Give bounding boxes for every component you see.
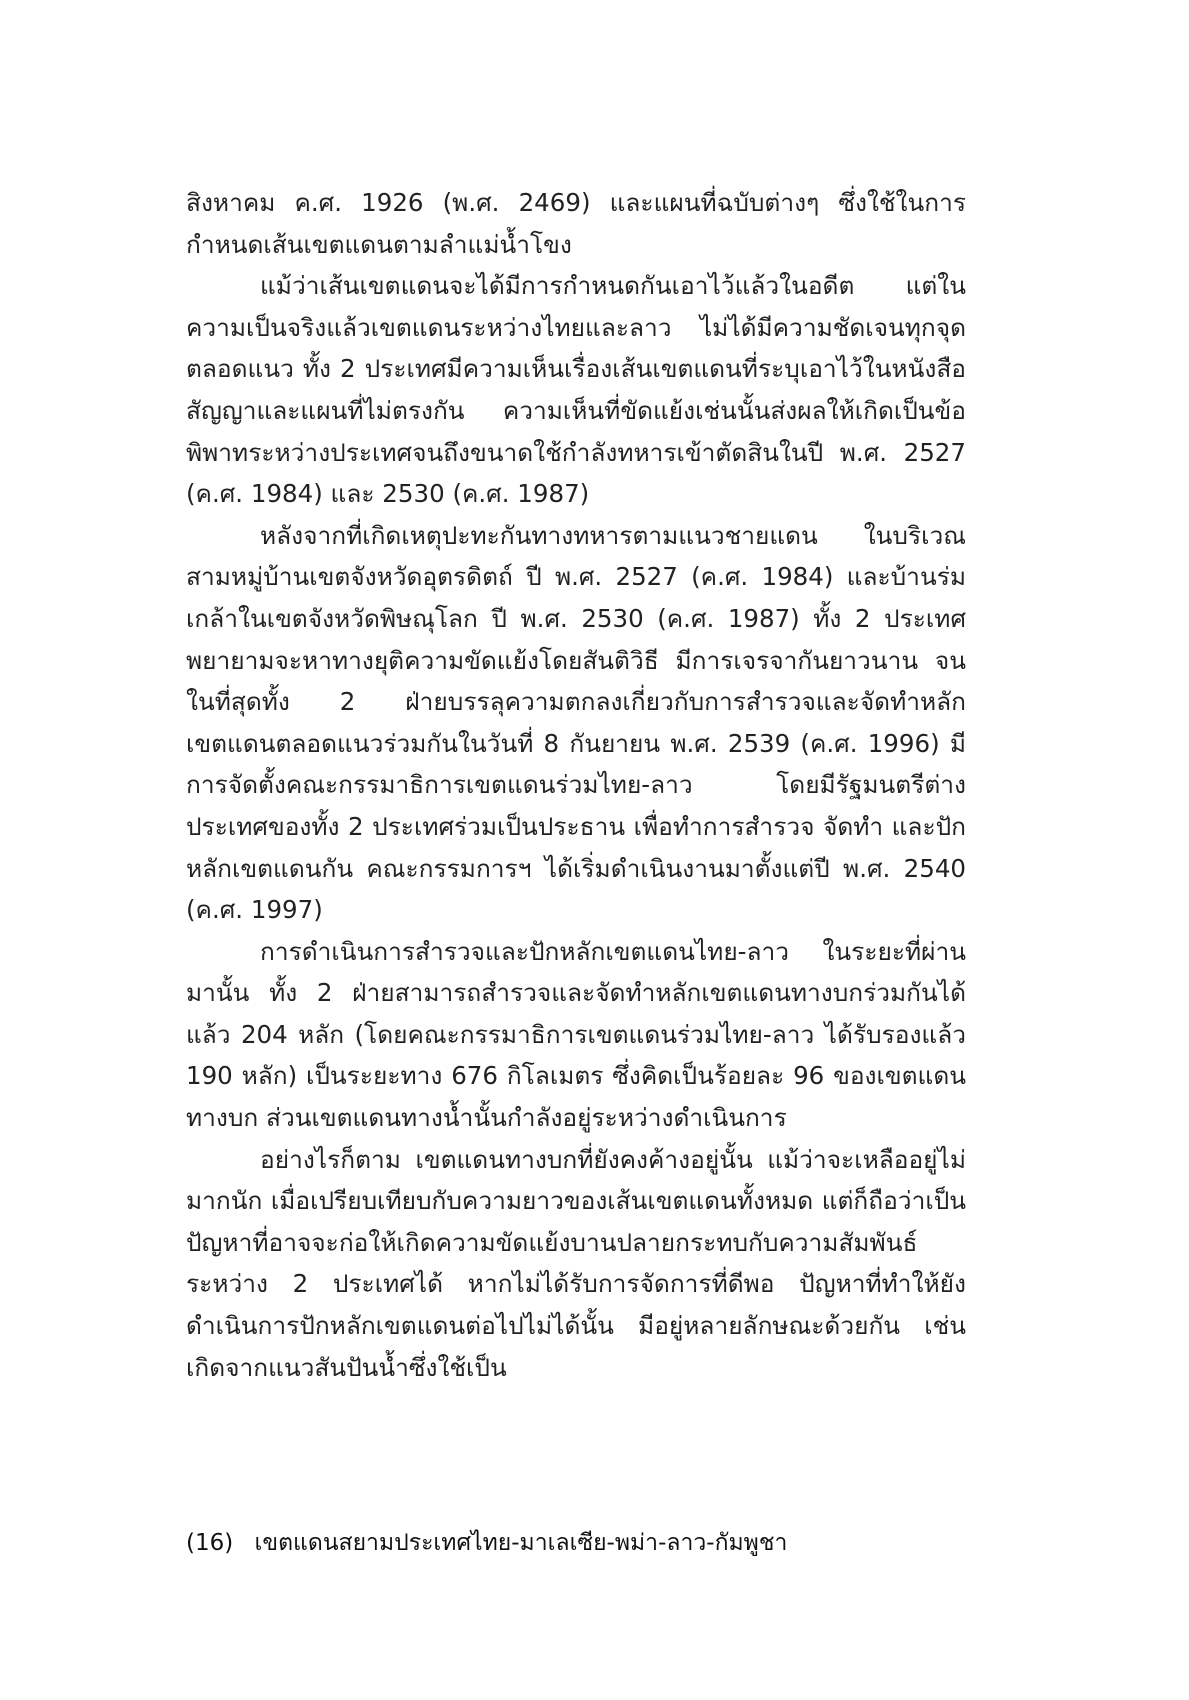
- page-number: (16): [186, 1530, 234, 1556]
- paragraph-remaining-issues: อย่างไรก็ตาม เขตแดนทางบกที่ยังคงค้างอยู่นั้น แม้ว่าจะเหลืออยู่ไม่มากนัก เมื่อเปรียบเทียบกับความยาวของเส้นเขตแดนทั้งหมด แต่ก็ถือว่าเป็นปัญหาที่อาจจะก่อให้เกิดความขัดแย้งบานปลายกระทบกับความสัมพันธ์ระหว่าง 2 ประเทศได้ หากไม่ได้รับการจัดการที่ดีพอ ปัญหาที่ทำให้ยังดำเนินการปักหลักเขตแดนต่อไปไม่ได้นั้น มีอยู่หลายลักษณะด้วยกัน เช่น เกิดจากแนวสันปันน้ำซึ่งใช้เป็น: [186, 1144, 966, 1382]
- page-footer: [186, 1527, 966, 1559]
- paragraph-boundary-commission: หลังจากที่เกิดเหตุปะทะกันทางทหารตามแนวชายแดน ในบริเวณสามหมู่บ้านเขตจังหวัดอุตรดิตถ์ ปี พ.ศ. 2527 (ค.ศ. 1984) และบ้านร่มเกล้าในเขตจังหวัดพิษณุโลก ปี พ.ศ. 2530 (ค.ศ. 1987) ทั้ง 2 ประเทศพยายามจะหาทางยุติความขัดแย้งโดยสันติวิธี มีการเจรจากันยาวนาน จนในที่สุดทั้ง 2 ฝ่ายบรรลุความตกลงเกี่ยวกับการสำรวจและจัดทำหลักเขตแดนตลอดแนวร่วมกันในวันที่ 8 กันยายน พ.ศ. 2539 (ค.ศ. 1996) มีการจัดตั้งคณะกรรมาธิการเขตแดนร่วมไทย-ลาว โดยมีรัฐมนตรีต่างประเทศของทั้ง 2 ประเทศร่วมเป็นประธาน เพื่อทำการสำรวจ จัดทำ และปักหลักเขตแดนกัน คณะกรรมการฯ ได้เริ่มดำเนินงานมาตั้งแต่ปี พ.ศ. 2540 (ค.ศ. 1997): [186, 520, 966, 925]
- paragraph-boundary-ambiguity: แม้ว่าเส้นเขตแดนจะได้มีการกำหนดกันเอาไว้แล้วในอดีต แต่ในความเป็นจริงแล้วเขตแดนระหว่างไทยและลาว ไม่ได้มีความชัดเจนทุกจุดตลอดแนว ทั้ง 2 ประเทศมีความเห็นเรื่องเส้นเขตแดนที่ระบุเอาไว้ในหนังสือสัญญาและแผนที่ไม่ตรงกัน ความเห็นที่ขัดแย้งเช่นนั้นส่งผลให้เกิดเป็นข้อพิพาทระหว่างประเทศจนถึงขนาดใช้กำลังทหารเข้าตัดสินในปี พ.ศ. 2527 (ค.ศ. 1984) และ 2530 (ค.ศ. 1987): [186, 271, 966, 509]
- paragraph-continuation: สิงหาคม ค.ศ. 1926 (พ.ศ. 2469) และแผนที่ฉบับต่างๆ ซึ่งใช้ในการกำหนดเส้นเขตแดนตามลำแม่น้ำโขง: [186, 188, 966, 259]
- paragraph-survey-progress: การดำเนินการสำรวจและปักหลักเขตแดนไทย-ลาว ในระยะที่ผ่านมานั้น ทั้ง 2 ฝ่ายสามารถสำรวจและจัดทำหลักเขตแดนทางบกร่วมกันได้แล้ว 204 หลัก (โดยคณะกรรมาธิการเขตแดนร่วมไทย-ลาว ได้รับรองแล้ว 190 หลัก) เป็นระยะทาง 676 กิโลเมตร ซึ่งคิดเป็นร้อยละ 96 ของเขตแดนทางบก ส่วนเขตแดนทางน้ำนั้นกำลังอยู่ระหว่างดำเนินการ: [186, 936, 966, 1133]
- book-title: เขตแดนสยามประเทศไทย-มาเลเซีย-พม่า-ลาว-กัมพูชา: [254, 1530, 788, 1556]
- body-text: [186, 182, 966, 1388]
